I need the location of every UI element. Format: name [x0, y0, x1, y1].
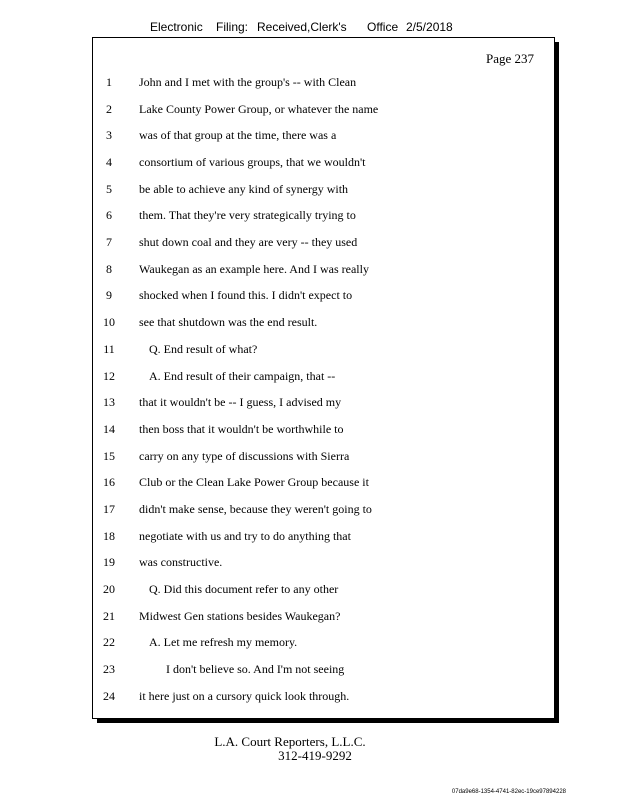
court-reporter-name: L.A. Court Reporters, L.L.C. — [214, 734, 366, 749]
transcript-line: Midwest Gen stations besides Waukegan? — [139, 609, 341, 623]
header-date: 2/5/2018 — [406, 20, 453, 34]
line-number: 1 — [106, 75, 112, 89]
line-number: 15 — [103, 449, 115, 463]
line-number: 5 — [106, 182, 112, 196]
page-shadow-right — [555, 42, 559, 723]
line-number: 8 — [106, 262, 112, 276]
page-shadow-bottom — [97, 719, 559, 723]
line-number: 2 — [106, 102, 112, 116]
transcript-page — [92, 37, 555, 719]
line-number: 6 — [106, 208, 112, 222]
transcript-line: A. Let me refresh my memory. — [149, 635, 298, 649]
header-received: Received,Clerk's — [257, 20, 347, 34]
header-office: Office — [367, 20, 399, 34]
transcript-line: negotiate with us and try to do anything that — [139, 529, 351, 543]
line-number: 12 — [103, 369, 115, 383]
transcript-line: Q. Did this document refer to any other — [149, 582, 339, 596]
transcript-line: carry on any type of discussions with Sierra — [139, 449, 350, 463]
transcript-line: Waukegan as an example here. And I was really — [139, 262, 369, 276]
line-number: 22 — [103, 635, 115, 649]
line-number: 16 — [103, 475, 115, 489]
transcript-line: it here just on a cursory quick look through. — [139, 689, 350, 703]
line-number: 24 — [103, 689, 115, 703]
transcript-line: see that shutdown was the end result. — [139, 315, 318, 329]
header-filing: Filing: — [216, 20, 249, 34]
line-number: 20 — [103, 582, 115, 596]
transcript-line: I don't believe so. And I'm not seeing — [166, 662, 345, 676]
filing-header — [0, 20, 618, 38]
line-number: 23 — [103, 662, 115, 676]
document-id: 07da9e68-1354-4741-82ec-19ce97894228 — [451, 789, 566, 795]
transcript-line: them. That they're very strategically trying to — [139, 208, 356, 222]
transcript-line: was constructive. — [139, 555, 223, 569]
transcript-line: A. End result of their campaign, that -- — [149, 369, 336, 383]
transcript-line: John and I met with the group's -- with Clean — [139, 75, 357, 89]
line-number: 4 — [106, 155, 112, 169]
transcript-line: shut down coal and they are very -- they used — [139, 235, 358, 249]
transcript-line: Q. End result of what? — [149, 342, 258, 356]
page-number: Page 237 — [485, 51, 534, 66]
line-number: 21 — [103, 609, 115, 623]
transcript-line: that it wouldn't be -- I guess, I advised my — [139, 395, 342, 409]
line-number: 7 — [106, 235, 112, 249]
line-number: 17 — [103, 502, 115, 516]
line-number: 10 — [103, 315, 115, 329]
line-number: 18 — [103, 529, 115, 543]
transcript-line: didn't make sense, because they weren't going to — [139, 502, 372, 516]
header-electronic: Electronic — [150, 20, 203, 34]
transcript-line: be able to achieve any kind of synergy with — [139, 182, 349, 196]
line-number: 9 — [106, 288, 112, 302]
transcript-line: Lake County Power Group, or whatever the name — [139, 102, 379, 116]
transcript-line: then boss that it wouldn't be worthwhile to — [139, 422, 344, 436]
transcript-line: consortium of various groups, that we wouldn't — [139, 155, 366, 169]
line-number: 3 — [106, 128, 112, 142]
line-number: 13 — [103, 395, 115, 409]
court-reporter-phone: 312-419-9292 — [278, 748, 352, 763]
line-number: 19 — [103, 555, 115, 569]
line-number: 14 — [103, 422, 115, 436]
line-number: 11 — [103, 342, 115, 356]
transcript-line: shocked when I found this. I didn't expect to — [139, 288, 353, 302]
transcript-line: Club or the Clean Lake Power Group because it — [139, 475, 369, 489]
transcript-line: was of that group at the time, there was a — [139, 128, 337, 142]
